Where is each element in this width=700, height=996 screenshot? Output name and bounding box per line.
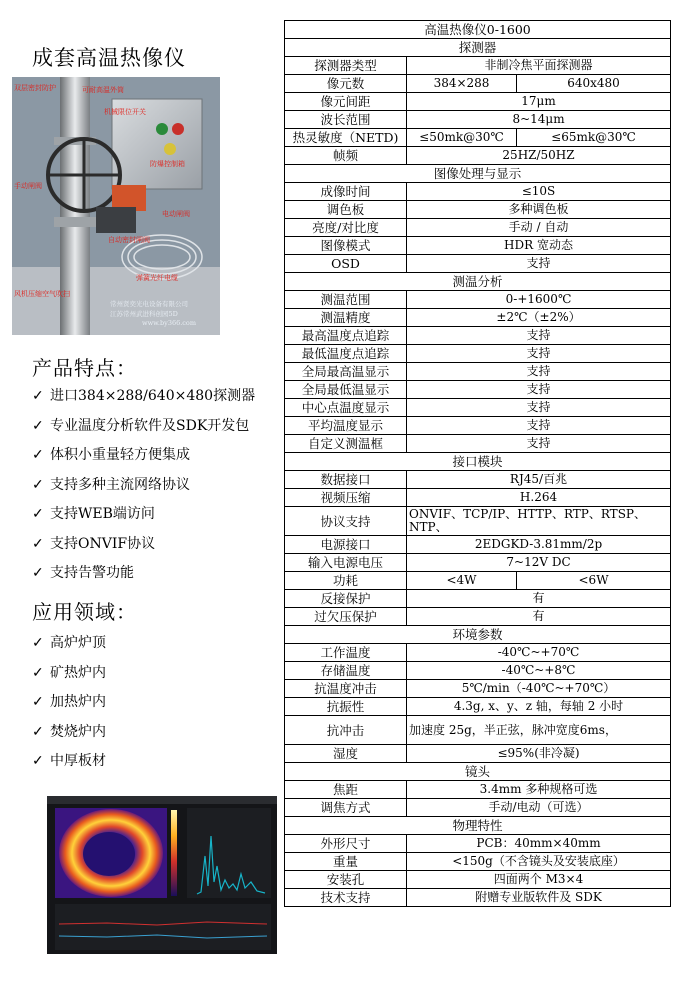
spec-row: 波长范围 8~14μm bbox=[285, 111, 671, 129]
spec-row: 功耗 <4W <6W bbox=[285, 572, 671, 590]
section-header: 接口模块 bbox=[285, 453, 671, 471]
spec-row: 测温精度 ±2℃（±2%） bbox=[285, 309, 671, 327]
photo-watermark: www.by366.com bbox=[142, 319, 197, 327]
section-header: 物理特性 bbox=[285, 817, 671, 835]
spec-row: 安装孔 四面两个 M3×4 bbox=[285, 871, 671, 889]
spec-row: 电源接口 2EDGKD-3.81mm/2p bbox=[285, 536, 671, 554]
photo-label: 机械限位开关 bbox=[104, 108, 146, 116]
application-item: ✓ 焚烧炉内 bbox=[32, 724, 106, 740]
feature-item: ✓ 进口384×288/640×480探测器 bbox=[32, 388, 256, 404]
check-icon: ✓ bbox=[32, 447, 44, 463]
features-title: 产品特点： bbox=[32, 356, 137, 380]
application-item: ✓ 高炉炉顶 bbox=[32, 635, 106, 651]
photo-label: 风机压缩空气吹扫 bbox=[14, 290, 70, 298]
check-icon: ✓ bbox=[32, 418, 44, 434]
photo-label: 手动闸阀 bbox=[14, 182, 42, 190]
photo-label: 双层密封防护 bbox=[14, 84, 56, 92]
check-icon: ✓ bbox=[32, 635, 44, 651]
photo-label: 防爆控制箱 bbox=[150, 160, 185, 168]
spec-row: 最低温度点追踪 支持 bbox=[285, 345, 671, 363]
application-item: ✓ 加热炉内 bbox=[32, 694, 106, 710]
spec-row: 协议支持 ONVIF、TCP/IP、HTTP、RTP、RTSP、NTP、 bbox=[285, 507, 671, 536]
spec-row: 像元数 384×288 640x480 bbox=[285, 75, 671, 93]
spec-row: 重量 <150g（不含镜头及安装底座） bbox=[285, 853, 671, 871]
product-photo bbox=[12, 77, 220, 335]
spec-row: 全局最高温显示 支持 bbox=[285, 363, 671, 381]
check-icon: ✓ bbox=[32, 536, 44, 552]
spec-row: 存储温度 -40℃~+8℃ bbox=[285, 662, 671, 680]
check-icon: ✓ bbox=[32, 477, 44, 493]
spec-row: 探测器类型 非制冷焦平面探测器 bbox=[285, 57, 671, 75]
thermal-software-illustration bbox=[47, 796, 277, 954]
check-icon: ✓ bbox=[32, 724, 44, 740]
spec-row: 图像模式 HDR 宽动态 bbox=[285, 237, 671, 255]
thermal-software-screenshot bbox=[47, 796, 277, 954]
spec-row: 抗振性 4.3g, x、y、z 轴，每轴 2 小时 bbox=[285, 698, 671, 716]
section-header: 图像处理与显示 bbox=[285, 165, 671, 183]
spec-row: 热灵敏度（NETD) ≤50mk@30℃ ≤65mk@30℃ bbox=[285, 129, 671, 147]
spec-row: 成像时间 ≤10S bbox=[285, 183, 671, 201]
spec-row: 数据接口 RJ45/百兆 bbox=[285, 471, 671, 489]
spec-row: 技术支持 附赠专业版软件及 SDK bbox=[285, 889, 671, 907]
spec-row: 抗温度冲击 5℃/min（-40℃~+70℃） bbox=[285, 680, 671, 698]
spec-table bbox=[284, 20, 671, 907]
spec-row: 输入电源电压 7~12V DC bbox=[285, 554, 671, 572]
check-icon: ✓ bbox=[32, 506, 44, 522]
spec-row: OSD 支持 bbox=[285, 255, 671, 273]
spec-row: 测温范围 0-+1600℃ bbox=[285, 291, 671, 309]
spec-row: 中心点温度显示 支持 bbox=[285, 399, 671, 417]
spec-title: 高温热像仪0-1600 bbox=[285, 21, 671, 39]
photo-watermark: 常州贤奕光电设备有限公司 bbox=[110, 300, 188, 308]
feature-item: ✓ 支持WEB端访问 bbox=[32, 506, 155, 522]
spec-row: 抗冲击 加速度 25g，半正弦，脉冲宽度6ms， bbox=[285, 716, 671, 745]
left-panel bbox=[0, 0, 282, 996]
spec-row: 最高温度点追踪 支持 bbox=[285, 327, 671, 345]
spec-row: 调色板 多种调色板 bbox=[285, 201, 671, 219]
section-header: 测温分析 bbox=[285, 273, 671, 291]
spec-row: 外形尺寸 PCB：40mm×40mm bbox=[285, 835, 671, 853]
spec-row: 视频压缩 H.264 bbox=[285, 489, 671, 507]
check-icon: ✓ bbox=[32, 388, 44, 404]
applications-title: 应用领域： bbox=[32, 600, 137, 624]
section-header: 环境参数 bbox=[285, 626, 671, 644]
feature-item: ✓ 支持多种主流网络协议 bbox=[32, 477, 190, 493]
spec-row: 过欠压保护 有 bbox=[285, 608, 671, 626]
photo-watermark: 江苏常州武进科创园5D bbox=[110, 310, 178, 318]
spec-row: 湿度 ≤95%(非冷凝) bbox=[285, 745, 671, 763]
spec-row: 帧频 25HZ/50HZ bbox=[285, 147, 671, 165]
check-icon: ✓ bbox=[32, 565, 44, 581]
spec-row: 平均温度显示 支持 bbox=[285, 417, 671, 435]
application-item: ✓ 中厚板材 bbox=[32, 753, 106, 769]
spec-row: 亮度/对比度 手动 / 自动 bbox=[285, 219, 671, 237]
spec-row: 自定义测温框 支持 bbox=[285, 435, 671, 453]
feature-item: ✓ 体积小重量轻方便集成 bbox=[32, 447, 190, 463]
spec-row: 反接保护 有 bbox=[285, 590, 671, 608]
application-item: ✓ 矿热炉内 bbox=[32, 665, 106, 681]
section-header: 探测器 bbox=[285, 39, 671, 57]
spec-row: 调焦方式 手动/电动（可选） bbox=[285, 799, 671, 817]
spec-row: 工作温度 -40℃~+70℃ bbox=[285, 644, 671, 662]
check-icon: ✓ bbox=[32, 665, 44, 681]
photo-label: 弹簧光纤电缆 bbox=[136, 274, 178, 282]
spec-row: 像元间距 17μm bbox=[285, 93, 671, 111]
feature-item: ✓ 专业温度分析软件及SDK开发包 bbox=[32, 418, 250, 434]
spec-row: 全局最低温显示 支持 bbox=[285, 381, 671, 399]
feature-item: ✓ 支持ONVIF协议 bbox=[32, 536, 156, 552]
feature-item: ✓ 支持告警功能 bbox=[32, 565, 134, 581]
check-icon: ✓ bbox=[32, 694, 44, 710]
photo-label: 电动闸阀 bbox=[162, 210, 190, 218]
spec-row: 焦距 3.4mm 多种规格可选 bbox=[285, 781, 671, 799]
photo-label: 可耐高温外筒 bbox=[82, 86, 124, 94]
section-header: 镜头 bbox=[285, 763, 671, 781]
photo-label: 自动密封闸阀 bbox=[108, 236, 150, 244]
product-title: 成套高温热像仪 bbox=[32, 46, 186, 70]
check-icon: ✓ bbox=[32, 753, 44, 769]
